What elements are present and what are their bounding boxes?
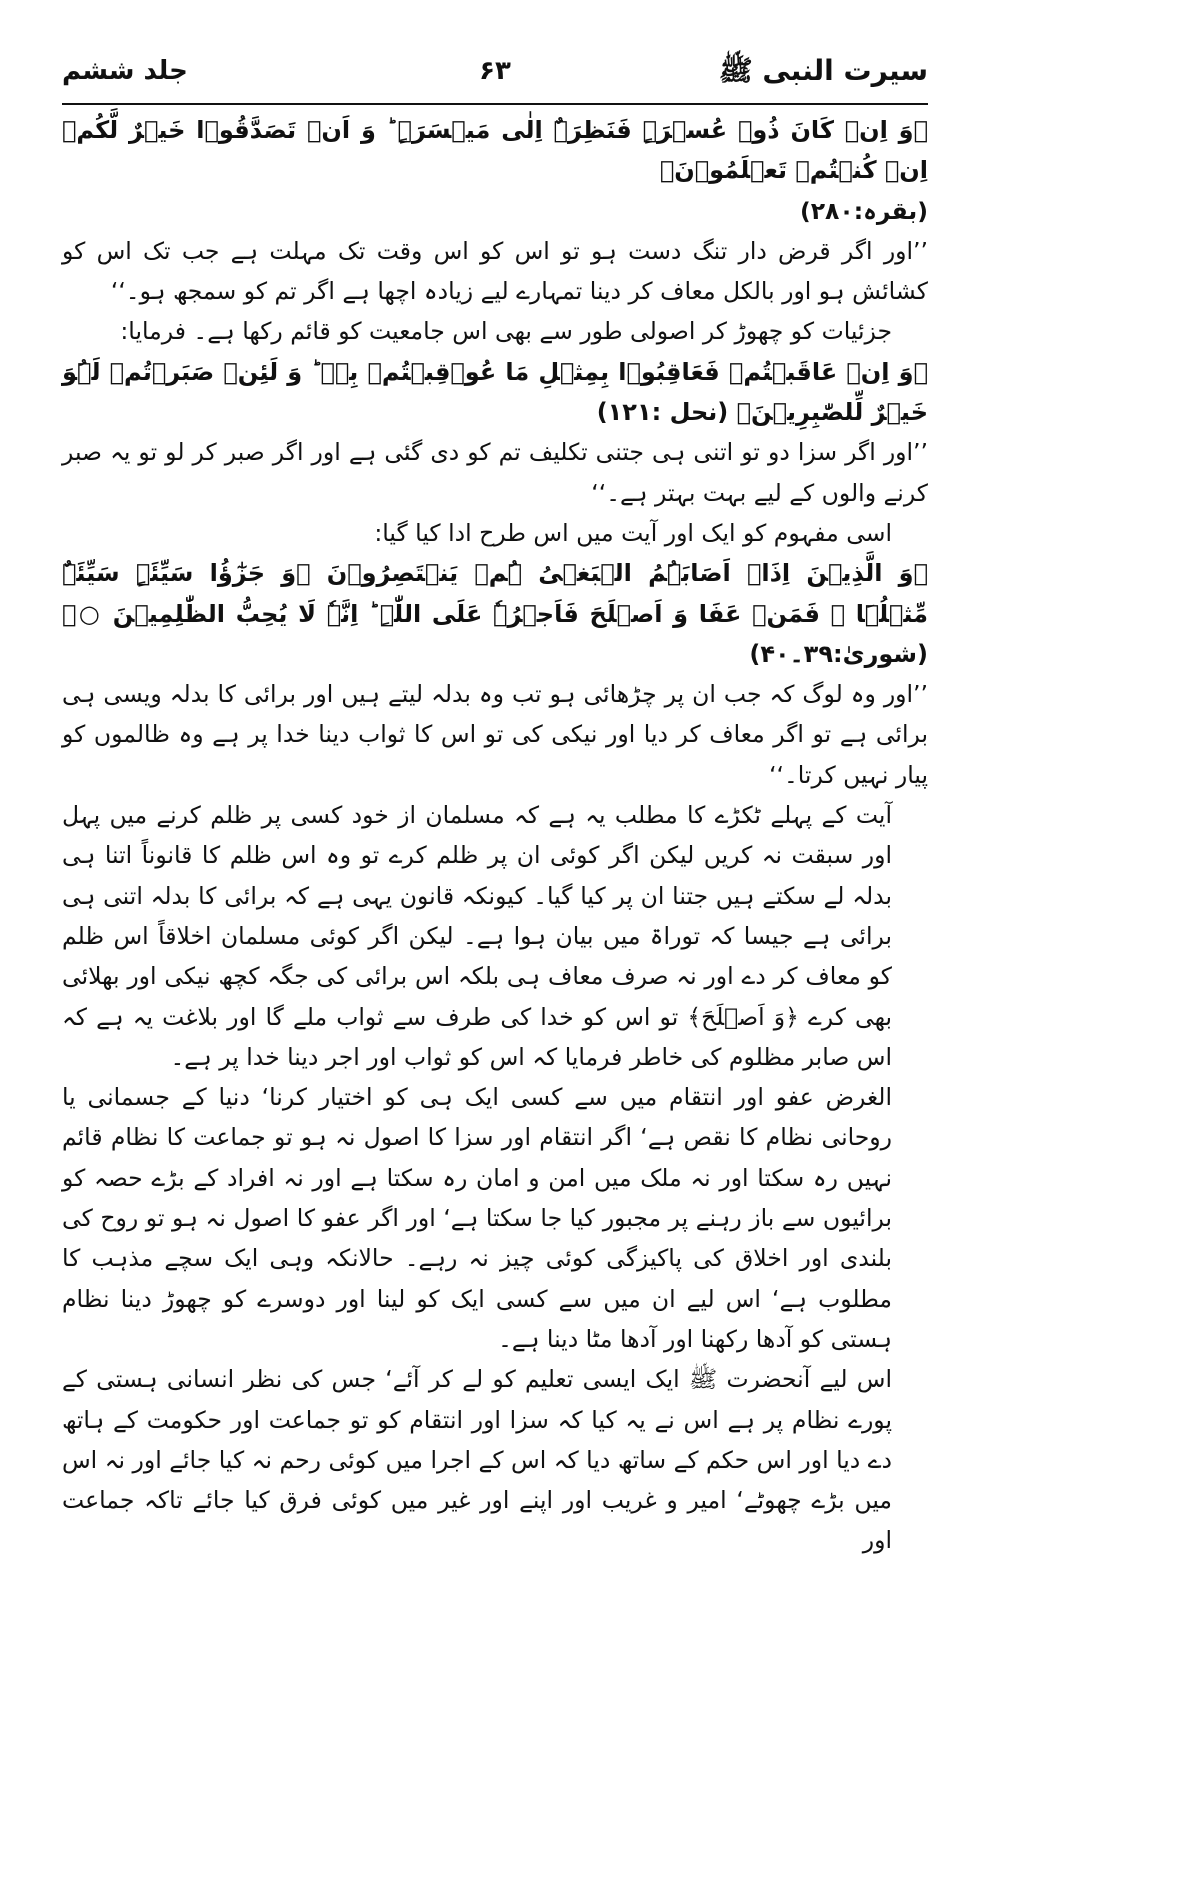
page-header — [62, 50, 928, 98]
volume-label: جلد ششم — [62, 56, 188, 86]
body-paragraph: اس لیے آنحضرت ﷺ ایک ایسی تعلیم کو لے کر آئے‘ جس کی نظر انسانی ہستی کے پورے نظام پر ہے اس نے یہ کیا کہ سزا اور انتقام کو تو جماعت اور حکومت کے ہاتھ دے دیا اور اس حکم کے ساتھ دیا کہ اس کے اجرا میں کوئی رحم نہ کیا جائے اور نہ اس میں بڑے چھوٹے‘ امیر و غریب اور اپنے اور غیر میں کوئی فرق کیا جائے تاکہ جماعت اور — [62, 1365, 892, 1555]
quran-verse: ﴿وَ الَّذِیۡنَ اِذَاۤ اَصَابَہُمُ الۡبَغۡیُ ہُمۡ یَنۡتَصِرُوۡنَ ﴿وَ جَزٰٓؤُا سَیِّئَۃٍ سَیِّئَۃٌ مِّثۡلُہَا ۚ فَمَنۡ عَفَا وَ اَصۡلَحَ فَاَجۡرُہٗ عَلَی اللّٰہِ ؕ اِنَّہٗ لَا یُحِبُّ الظّٰلِمِیۡنَ ○﴾ (شوریٰ:۳۹۔۴۰) — [62, 559, 928, 668]
verse-reference: (بقرہ:۲۸۰) — [799, 196, 928, 225]
quran-verse: ﴿وَ اِنۡ کَانَ ذُوۡ عُسۡرَۃٍ فَنَظِرَۃٌ اِلٰی مَیۡسَرَۃٍ ؕ وَ اَنۡ تَصَدَّقُوۡا خَیۡرٌ لَّکُمۡ اِنۡ کُنۡتُمۡ تَعۡلَمُوۡنَ﴾ — [62, 116, 928, 185]
header-divider — [62, 103, 928, 105]
page-number: ۶۳ — [479, 56, 511, 86]
body-paragraph: جزئیات کو چھوڑ کر اصولی طور سے بھی اس جامعیت کو قائم رکھا ہے۔ فرمایا: — [120, 317, 892, 346]
body-paragraph: اسی مفہوم کو ایک اور آیت میں اس طرح ادا کیا گیا: — [374, 518, 892, 547]
body-paragraph: الغرض عفو اور انتقام میں سے کسی ایک ہی کو اختیار کرنا‘ دنیا کے جسمانی یا روحانی نظام کا نقص ہے‘ اگر انتقام اور سزا کا اصول نہ ہو تو جماعت کا نظام قائم نہیں رہ سکتا اور نہ ملک میں امن و امان رہ سکتا ہے اور نہ افراد کے بڑے حصہ کو برائیوں سے باز رہنے پر مجبور کیا جا سکتا ہے‘ اور اگر عفو کا اصول نہ ہو تو روح کی بلندی اور اخلاق کی پاکیزگی کوئی چیز نہ رہے۔ حالانکہ وہی ایک سچے مذہب کا مطلوب ہے‘ اس لیے ان میں سے کسی ایک کو لینا اور دوسرے کو چھوڑ دینا نظام ہستی کو آدھا رکھنا اور آدھا مٹا دینا ہے۔ — [62, 1083, 892, 1353]
translation-paragraph: ’’اور وہ لوگ کہ جب ان پر چڑھائی ہو تب وہ بدلہ لیتے ہیں اور برائی کا بدلہ ویسی ہی برائی ہے تو اگر معاف کر دیا اور نیکی کی تو اس کا ثواب دینا خدا پر ہے وہ ظالموں کو پیار نہیں کرتا۔‘‘ — [62, 680, 928, 789]
book-title: سیرت النبی ﷺ — [718, 54, 928, 87]
translation-paragraph: ’’اور اگر قرض دار تنگ دست ہو تو اس کو اس وقت تک مہلت ہے جب تک اس کو کشائش ہو اور بالکل معاف کر دینا تمہارے لیے زیادہ اچھا ہے اگر تم کو سمجھ ہو۔‘‘ — [62, 236, 928, 306]
body-paragraph: آیت کے پہلے ٹکڑے کا مطلب یہ ہے کہ مسلمان از خود کسی پر ظلم کرنے میں پہل اور سبقت نہ کریں لیکن اگر کوئی ان پر ظلم کرے تو وہ اس ظلم کا قانوناً اتنا ہی بدلہ لے سکتے ہیں جتنا ان پر کیا گیا۔ کیونکہ قانون یہی ہے کہ برائی کا بدلہ اتنی ہی برائی ہے جیسا کہ توراۃ میں بیان ہوا ہے۔ لیکن اگر کوئی مسلمان اخلاقاً اس ظلم کو معاف کر دے اور نہ صرف معاف ہی بلکہ اس برائی کی جگہ کچھ نیکی اور بھلائی بھی کرے ﴿وَ اَصۡلَحَ﴾ تو اس کو خدا کی طرف سے ثواب ملے گا اور بلاغت یہ ہے کہ اس صابر مظلوم کی خاطر فرمایا کہ اس کو ثواب اور اجر دینا خدا پر ہے۔ — [62, 801, 892, 1071]
page-body — [62, 110, 928, 1561]
quran-verse: ﴿وَ اِنۡ عَاقَبۡتُمۡ فَعَاقِبُوۡا بِمِثۡلِ مَا عُوۡقِبۡتُمۡ بِہٖ ؕ وَ لَئِنۡ صَبَرۡتُمۡ لَہُوَ خَیۡرٌ لِّلصّٰبِرِیۡنَ﴾ (نحل :۱۲۱) — [62, 357, 928, 427]
translation-paragraph: ’’اور اگر سزا دو تو اتنی ہی جتنی تکلیف تم کو دی گئی ہے اور اگر صبر کر لو تو یہ صبر کرنے والوں کے لیے بہت بہتر ہے۔‘‘ — [62, 438, 928, 507]
